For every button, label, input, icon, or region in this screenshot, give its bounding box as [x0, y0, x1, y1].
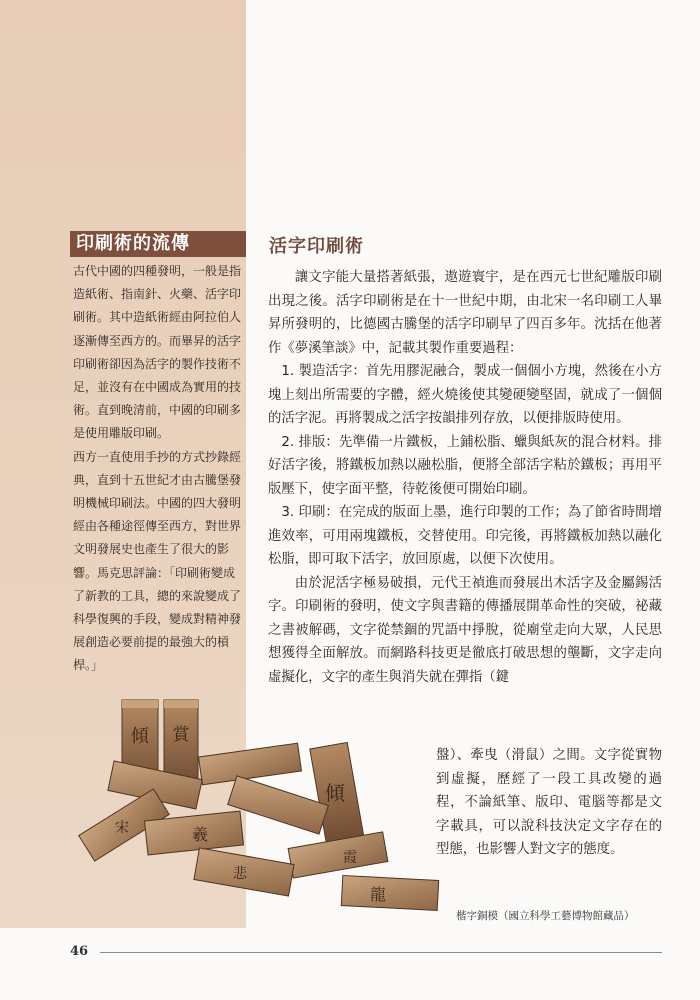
article-title: 活字印刷術: [269, 236, 364, 257]
process-step-1: 1. 製造活字：首先用膠泥融合，製成一個個小方塊，然後在小方塊上刻出所需要的字體，經火燒後使其變硬變堅固，就成了一個個的活字泥。再將製成之活字按韻排列存放，以便排版時使用。: [268, 364, 662, 426]
process-step-2: 2. 排版：先準備一片鐵板，上鋪松脂、蠟與紙灰的混合材料。排好活字後，將鐵板加熱以融松脂，便將全部活字粘於鐵板；再用平版壓下，使字面平整，待乾後便可開始印刷。: [268, 434, 662, 497]
svg-text:羲: 羲: [191, 825, 209, 844]
type-blocks-photo: [50, 690, 450, 930]
type-block: [194, 848, 294, 896]
svg-text:賞: 賞: [172, 725, 190, 745]
type-block: [199, 743, 302, 785]
article-body: [268, 266, 662, 689]
svg-text:霞: 霞: [343, 850, 357, 866]
sidebar-paragraph: 西方一直使用手抄的方式抄錄經典，直到十五世紀才由古騰堡發明機械印刷法。中國的四大發明經由各種途徑傳至西方，對世界文明發展史也產生了很大的影響。馬克思評論：「印刷術變成了新教的工具，總的來說變成了科學復興的手段，變成對精神發展創造必要前提的最強大的槓桿。」: [73, 449, 242, 673]
svg-text:龍: 龍: [369, 885, 387, 904]
type-block: [228, 776, 329, 834]
svg-text:宋: 宋: [115, 820, 129, 836]
article-paragraph: 由於泥活字極易破損，元代王禎進而發展出木活字及金屬錫活字。印刷術的發明，使文字與書籍的傳播展開革命性的突破，祕藏之書被解碼，文字從禁錮的咒語中掙脫，從廟堂走向大眾，人民思想獲得全面解放。而網路科技更是徹底打破思想的壟斷，文字走向虛擬化，文字的產生與消失就在彈指（鍵: [268, 575, 662, 685]
article-body-wrapped: [436, 744, 662, 862]
photo-caption: 楷字銅模（國立科學工藝博物館藏品）: [456, 910, 635, 922]
sidebar-body: [73, 260, 243, 678]
sidebar-paragraph: 古代中國的四種發明，一般是指造紙術、指南針、火藥、活字印刷術。其中造紙術經由阿拉伯人逐漸傳至西方的。而畢昇的活字印刷術卻因為活字的製作技術不足，並沒有在中國成為實用的技術。直到晚清前，中國的印刷多是使用雕版印刷。: [73, 264, 242, 441]
footer-rule: [100, 952, 662, 953]
svg-text:傾: 傾: [325, 781, 345, 805]
article-paragraph-continued: 盤）、牽曳（滑鼠）之間。文字從實物到虛擬，歷經了一段工具改變的過程，不論紙筆、版印、電腦等都是文字載具，可以說科技決定文字存在的型態，也影響人對文字的態度。: [436, 748, 662, 857]
svg-text:悲: 悲: [233, 866, 247, 882]
process-step-3: 3. 印刷：在完成的版面上墨，進行印製的工作；為了節省時間增進效率，可用兩塊鐵板，交替使用。印完後，再將鐵板加熱以融化松脂，即可取下活字，放回原處，以便下次使用。: [268, 505, 662, 567]
svg-text:傾: 傾: [131, 726, 149, 747]
sidebar-heading: 印刷術的流傳: [70, 231, 246, 257]
type-block: [341, 876, 438, 911]
article-paragraph: 讓文字能大量搭著紙張，遨遊寰宇，是在西元七世紀雕版印刷出現之後。活字印刷術是在十一世紀中期，由北宋一名印刷工人畢昇所發明的，比德國古騰堡的活字印刷早了四百多年。沈括在他著作《夢溪筆談》中，記載其製作重要過程：: [268, 270, 662, 356]
page-number: 46: [70, 944, 89, 959]
